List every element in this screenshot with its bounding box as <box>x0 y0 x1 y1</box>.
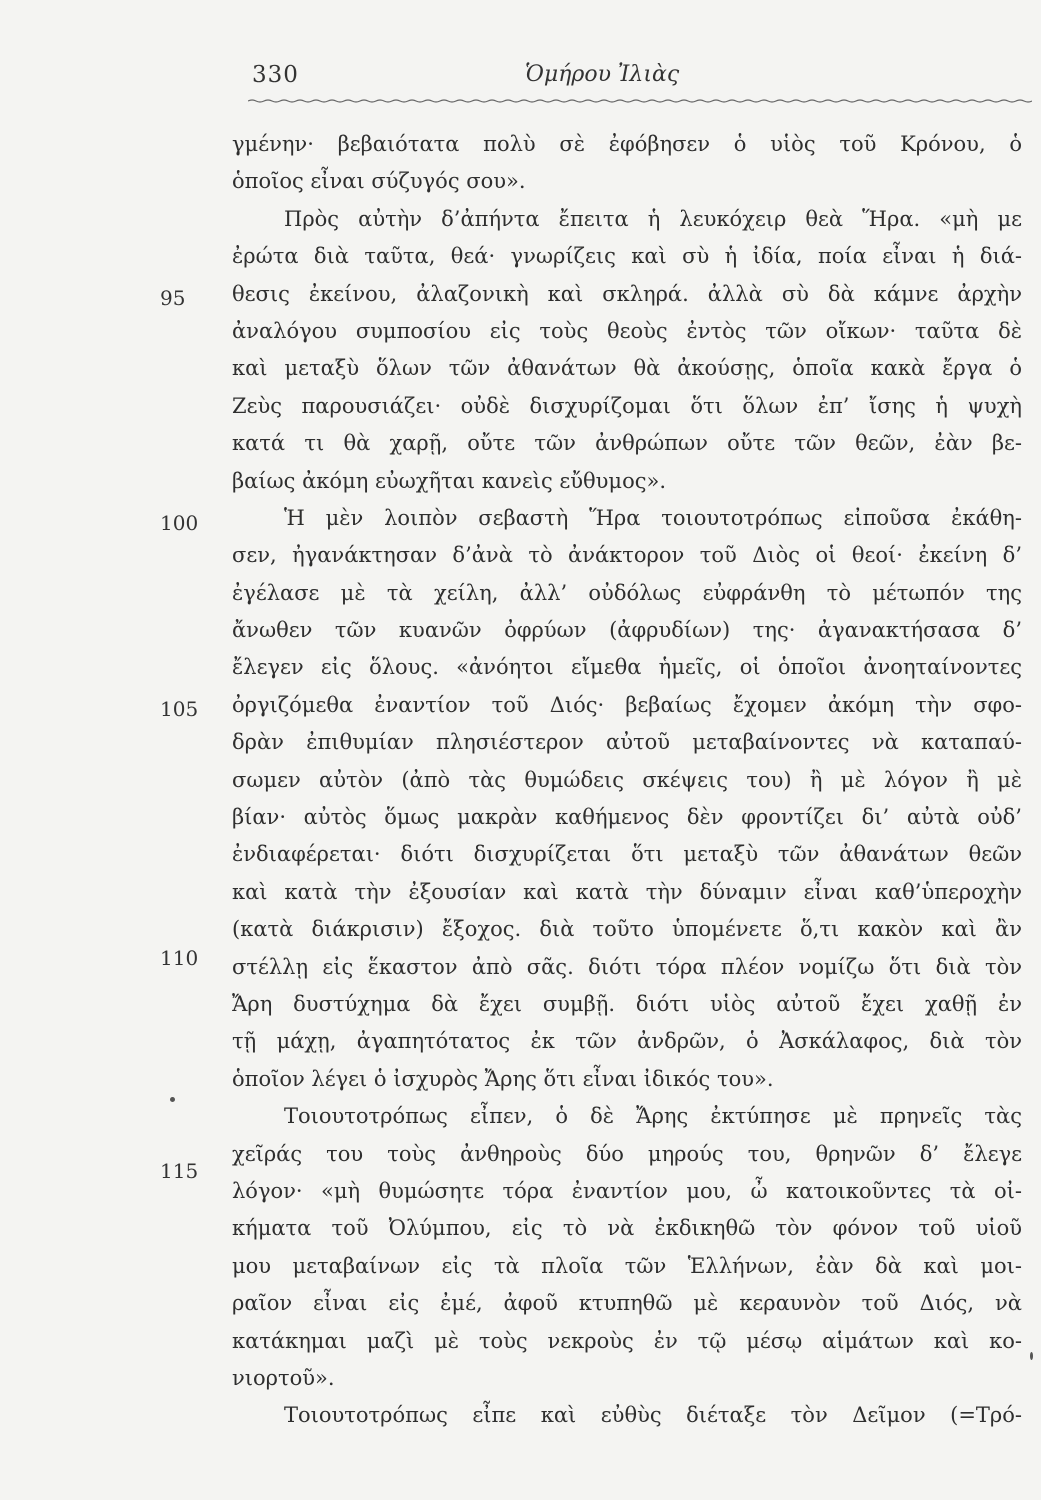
text-line: ἀναλόγου συμποσίου εἰς τοὺς θεοὺς ἐντὸς τῶν οἴκων· ταῦτα δὲ <box>232 318 1022 343</box>
text-line: κατά τι θὰ χαρῇ, οὔτε τῶν ἀνθρώπων οὔτε τῶν θεῶν, ἐὰν βε- <box>232 431 1022 456</box>
text-line: θεσις ἐκείνου, ἀλαζονικὴ καὶ σκληρά. ἀλλὰ σὺ δὰ κάμνε ἀρχὴν <box>232 281 1022 306</box>
text-line: (κατὰ διάκρισιν) ἔξοχος. διὰ τοῦτο ὑπομένετε ὅ,τι κακὸν καὶ ἂν <box>232 917 1022 942</box>
ink-speck <box>170 1097 175 1102</box>
text-line: γμένην· βεβαιότατα πολὺ σὲ ἐφόβησεν ὁ υἱὸς τοῦ Κρόνου, ὁ <box>232 132 1022 156</box>
ink-speck <box>1030 1352 1033 1360</box>
line-number: 110 <box>160 946 199 970</box>
text-line: ὁποῖον λέγει ὁ ἰσχυρὸς Ἄρης ὅτι εἶναι ἰδικός του». <box>232 1066 774 1091</box>
text-line: δρὰν ἐπιθυμίαν πλησιέστερον αὐτοῦ μεταβαίνοντες νὰ καταπαύ- <box>232 730 1022 755</box>
text-line: Ἄρη δυστύχημα δὰ ἔχει συμβῇ. διότι υἱὸς αὐτοῦ ἔχει χαθῇ ἐν <box>232 991 1022 1016</box>
text-line: στέλλῃ εἰς ἕκαστον ἀπὸ σᾶς. διότι τόρα πλέον νομίζω ὅτι διὰ τὸν <box>232 954 1022 979</box>
text-line: χεῖράς του τοὺς ἀνθηροὺς δύο μηρούς του, θρηνῶν δ’ ἔλεγε <box>232 1141 1022 1166</box>
text-line: ἐνδιαφέρεται· διότι δισχυρίζεται ὅτι μεταξὺ τῶν ἀθανάτων θεῶν <box>232 842 1022 867</box>
text-line: Πρὸς αὐτὴν δ’ἀπήντα ἔπειτα ἡ λευκόχειρ θεὰ Ἥρα. «μὴ με <box>284 206 1022 231</box>
text-line: τῇ μάχῃ, ἀγαπητότατος ἐκ τῶν ἀνδρῶν, ὁ Ἀσκάλαφος, διὰ τὸν <box>232 1029 1022 1054</box>
text-line: ἐγέλασε μὲ τὰ χείλη, ἀλλ’ οὐδόλως εὐφράνθη τὸ μέτωπόν της <box>232 580 1022 605</box>
text-line: μου μεταβαίνων εἰς τὰ πλοῖα τῶν Ἑλλήνων, ἐὰν δὰ καὶ μοι- <box>232 1253 1022 1278</box>
running-title: Ὁμήρου Ἰλιὰς <box>525 62 680 87</box>
body-text <box>232 126 1022 1435</box>
page-number: 330 <box>252 62 299 88</box>
text-line: λόγον· «μὴ θυμώσητε τόρα ἐναντίον μου, ὦ κατοικοῦντες τὰ οἰ- <box>232 1178 1022 1203</box>
text-line: κήματα τοῦ Ὀλύμπου, εἰς τὸ νὰ ἐκδικηθῶ τὸν φόνον τοῦ υἱοῦ <box>232 1216 1022 1241</box>
line-number: 95 <box>160 286 186 310</box>
page-header <box>0 60 1041 100</box>
text-line: ραῖον εἶναι εἰς ἐμέ, ἀφοῦ κτυπηθῶ μὲ κεραυνὸν τοῦ Διός, νὰ <box>232 1291 1022 1316</box>
text-line: νιορτοῦ». <box>232 1365 335 1390</box>
text-line: Τοιουτοτρόπως εἶπε καὶ εὐθὺς διέταξε τὸν Δεῖμον (=Τρό- <box>284 1403 1022 1428</box>
text-line: καὶ κατὰ τὴν ἐξουσίαν καὶ κατὰ τὴν δύναμιν εἶναι καθ’ὑπεροχὴν <box>232 879 1022 904</box>
text-line: Τοιουτοτρόπως εἶπεν, ὁ δὲ Ἄρης ἐκτύπησε μὲ πρηνεῖς τὰς <box>284 1104 1022 1129</box>
line-number: 100 <box>160 511 199 535</box>
header-rule <box>248 98 1032 104</box>
text-line: σεν, ἠγανάκτησαν δ’ἀνὰ τὸ ἀνάκτορον τοῦ Διὸς οἱ θεοί· ἐκείνη δ’ <box>232 543 1022 568</box>
text-line: ἄνωθεν τῶν κυανῶν ὀφρύων (ἀφρυδίων) της· ἀγανακτήσασα δ’ <box>232 618 1022 643</box>
text-line: ἐρώτα διὰ ταῦτα, θεά· γνωρίζεις καὶ σὺ ἡ ἰδία, ποία εἶναι ἡ διά- <box>232 244 1022 269</box>
text-line: ὁποῖος εἶναι σύζυγός σου». <box>232 169 526 194</box>
text-line: Ζεὺς παρουσιάζει· οὐδὲ δισχυρίζομαι ὅτι ὅλων ἐπ’ ἴσης ἡ ψυχὴ <box>232 393 1022 418</box>
text-line: ἔλεγεν εἰς ὅλους. «ἀνόητοι εἴμεθα ἡμεῖς, οἱ ὁποῖοι ἀνοηταίνοντες <box>232 655 1022 680</box>
text-line: βαίως ἀκόμη εὐωχῆται κανεὶς εὔθυμος». <box>232 468 667 493</box>
line-number: 105 <box>160 697 199 721</box>
text-line: βίαν· αὐτὸς ὅμως μακρὰν καθήμενος δὲν φροντίζει δι’ αὐτὰ οὐδ’ <box>232 805 1022 830</box>
text-line: ὀργιζόμεθα ἐναντίον τοῦ Διός· βεβαίως ἔχομεν ἀκόμη τὴν σφο- <box>232 692 1022 717</box>
text-line: καὶ μεταξὺ ὅλων τῶν ἀθανάτων θὰ ἀκούσῃς, ὁποῖα κακὰ ἔργα ὁ <box>232 356 1022 381</box>
text-line: Ἡ μὲν λοιπὸν σεβαστὴ Ἥρα τοιουτοτρόπως εἰποῦσα ἐκάθη- <box>284 505 1022 530</box>
text-line: κατάκημαι μαζὶ μὲ τοὺς νεκροὺς ἐν τῷ μέσῳ αἱμάτων καὶ κο- <box>232 1328 1022 1353</box>
line-number: 115 <box>160 1159 199 1183</box>
text-line: σωμεν αὐτὸν (ἀπὸ τὰς θυμώδεις σκέψεις του) ἢ μὲ λόγον ἢ μὲ <box>232 767 1022 792</box>
